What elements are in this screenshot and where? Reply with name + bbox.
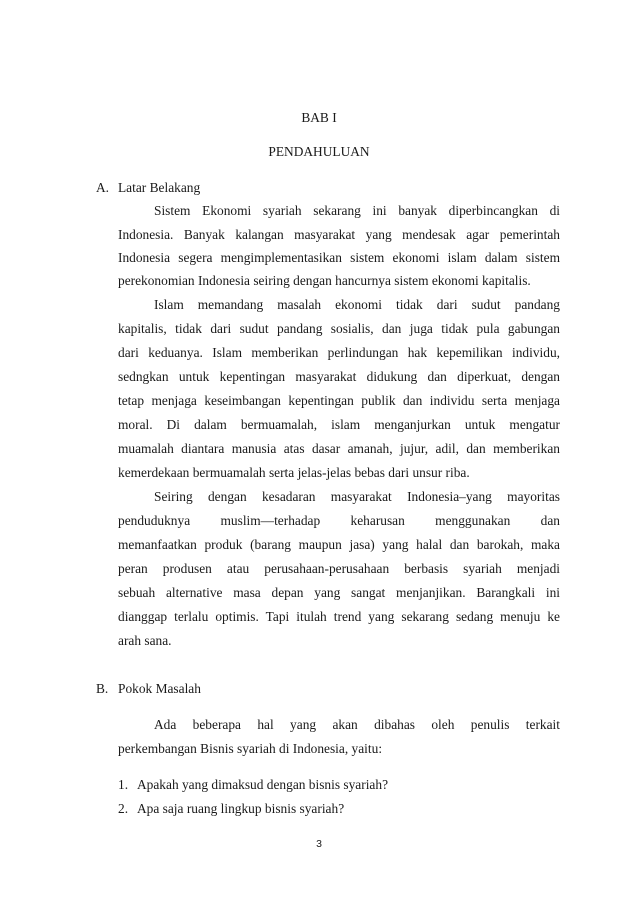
para3-line: peran produsen atau perusahaan-perusahaan berbasis syariah menjadi (118, 561, 560, 576)
section-b-title: Pokok Masalah (118, 681, 201, 696)
para4-line: perkembangan Bisnis syariah di Indonesia, yaitu: (118, 741, 383, 756)
question-number: 2. (118, 801, 129, 816)
section-b-marker: B. (96, 681, 109, 696)
question-text: Apa saja ruang lingkup bisnis syariah? (137, 801, 345, 816)
question-number: 1. (118, 777, 129, 792)
para3-line: penduduknya muslim—terhadap keharusan menggunakan dan (118, 513, 560, 528)
para1-line: Sistem Ekonomi syariah sekarang ini banyak diperbincangkan di (154, 203, 560, 218)
para2-line: muamalah diantara manusia atas dasar amanah, jujur, adil, dan memberikan (118, 441, 560, 456)
para3-line: arah sana. (118, 633, 172, 648)
para3-line: dianggap terlalu optimis. Tapi itulah trend yang sekarang sedang menuju ke (118, 609, 560, 624)
page-number: 3 (316, 838, 322, 850)
para2-line: moral. Di dalam bermuamalah, islam menganjurkan untuk mengatur (118, 417, 560, 432)
section-a-marker: A. (96, 180, 110, 195)
para2-line: kapitalis, tidak dari sudut pandang sosialis, dan juga tidak pula gabungan (118, 321, 560, 336)
para4-line: Ada beberapa hal yang akan dibahas oleh penulis terkait (154, 717, 560, 732)
para2-line: kemerdekaan bermuamalah serta jelas-jelas bebas dari unsur riba. (118, 465, 470, 480)
para3-line: sebuah alternative masa depan yang sangat menjanjikan. Barangkali ini (118, 585, 560, 600)
para2-line: Islam memandang masalah ekonomi tidak dari sudut pandang (154, 297, 560, 312)
para3-line: memanfaatkan produk (barang maupun jasa) yang halal dan barokah, maka (118, 537, 560, 552)
para1-line: Indonesia segera mengimplementasikan sistem ekonomi islam dalam sistem (118, 250, 560, 265)
chapter-label: BAB I (301, 110, 337, 125)
para2-line: sedngkan untuk kepentingan masyarakat didukung dan diperkuat, dengan (118, 369, 560, 384)
para3-line: Seiring dengan kesadaran masyarakat Indonesia–yang mayoritas (154, 489, 560, 504)
para1-line: Indonesia. Banyak kalangan masyarakat yang mendesak agar pemerintah (118, 227, 560, 242)
question-text: Apakah yang dimaksud dengan bisnis syariah? (137, 777, 389, 792)
para2-line: tetap menjaga keseimbangan kepentingan publik dan individu serta menjaga (118, 393, 560, 408)
section-a-title: Latar Belakang (118, 180, 201, 195)
chapter-title: PENDAHULUAN (268, 144, 370, 159)
para1-line: perekonomian Indonesia seiring dengan hancurnya sistem ekonomi kapitalis. (118, 273, 531, 288)
para2-line: dari keduanya. Islam memberikan perlindungan hak kepemilikan individu, (118, 345, 560, 360)
